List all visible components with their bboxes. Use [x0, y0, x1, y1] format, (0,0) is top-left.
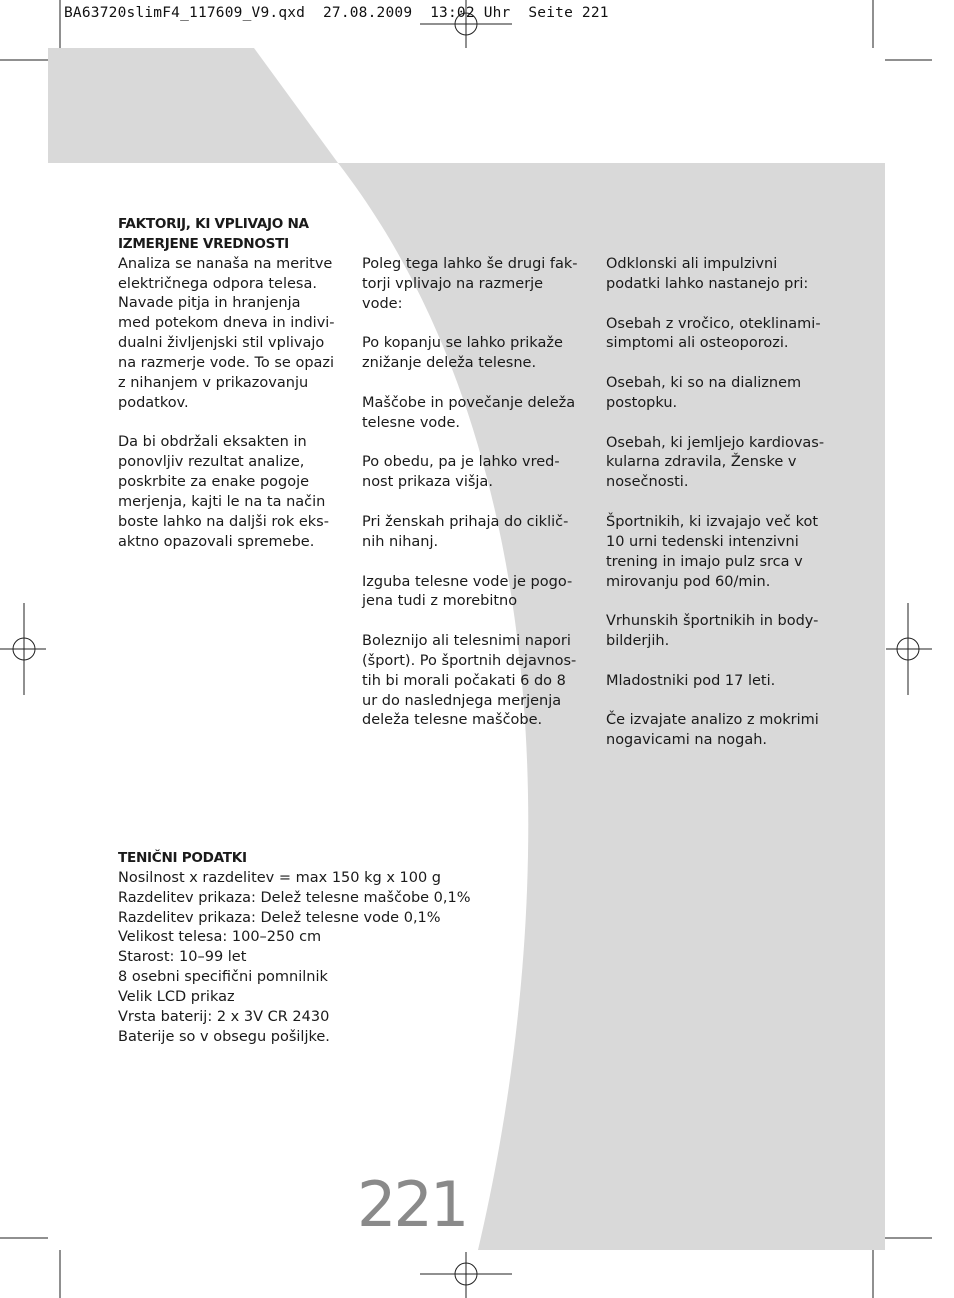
- column-1: [118, 215, 348, 552]
- paragraph: Če izvajate analizo z mokrimi nogavicami na nogah.: [606, 712, 819, 749]
- paragraph: Po kopanju se lahko prikaže znižanje deleža telesne.: [362, 335, 563, 372]
- spec-line: Razdelitev prikaza: Delež telesne vode 0,1%: [118, 909, 441, 926]
- paragraph: Izguba telesne vode je pogo- jena tudi z morebitno: [362, 573, 573, 610]
- section-heading-factors: FAKTORIJ, KI VPLIVAJO NA IZMERJENE VREDNOSTI: [118, 216, 309, 252]
- spec-line: Velikost telesa: 100–250 cm: [118, 929, 322, 946]
- technical-specs: [118, 849, 538, 1047]
- page-number: 221: [357, 1168, 467, 1241]
- section-heading-specs: TENIČNI PODATKI: [118, 850, 247, 866]
- paragraph: Odklonski ali impulzivni podatki lahko nastanejo pri:: [606, 256, 809, 292]
- spec-line: Razdelitev prikaza: Delež telesne maščobe 0,1%: [118, 889, 471, 906]
- paragraph: Maščobe in povečanje deleža telesne vode.: [362, 394, 576, 431]
- paragraph-conditions: Da bi obdržali eksakten in ponovljiv rezultat analize, poskrbite za enake pogoje merjenja, kajti le na ta način boste lahko na daljši rok eks- aktno opazovali spremebe.: [118, 434, 329, 550]
- paragraph: Boleznijo ali telesnimi napori (šport). Po športnih dejavnos- tih bi morali počakati 6 do 8 ur do naslednjega merjenja deleža telesne maščobe.: [362, 633, 577, 729]
- paragraph: Vrhunskih športnikih in body- bilderjih.: [606, 613, 819, 650]
- paragraph: Mladostniki pod 17 leti.: [606, 672, 776, 689]
- spec-line: 8 osebni specifični pomnilnik: [118, 969, 328, 986]
- print-slug-line: BA63720slimF4_117609_V9.qxd 27.08.2009 13:02 Uhr Seite 221: [64, 5, 609, 21]
- paragraph: Osebah, ki so na dializnem postopku.: [606, 375, 802, 411]
- paragraph: Osebah z vročico, oteklinami- simptomi ali osteoporozi.: [606, 315, 821, 352]
- spec-line: Starost: 10–99 let: [118, 949, 247, 966]
- spec-line: Velik LCD prikaz: [118, 988, 235, 1005]
- spec-line: Nosilnost x razdelitev = max 150 kg x 100 g: [118, 869, 442, 886]
- paragraph: Po obedu, pa je lahko vred- nost prikaza višja.: [362, 454, 560, 491]
- column-3: [606, 255, 836, 751]
- paragraph: Športnikih, ki izvajajo več kot 10 urni tedenski intenzivni trening in imajo pulz srca v mirovanju pod 60/min.: [606, 513, 819, 590]
- paragraph: Osebah, ki jemljejo kardiovas- kularna zdravila, Ženske v nosečnosti.: [606, 434, 825, 491]
- paragraph: Pri ženskah prihaja do ciklič- nih nihanj.: [362, 513, 569, 550]
- paragraph: Poleg tega lahko še drugi fak- torji vplivajo na razmerje vode:: [362, 256, 578, 312]
- column-2: [362, 255, 592, 731]
- registration-mark-right: [886, 603, 932, 695]
- spec-line: Vrsta baterij: 2 x 3V CR 2430: [118, 1008, 330, 1025]
- top-gray-band: [48, 48, 338, 163]
- spec-line: Baterije so v obsegu pošiljke.: [118, 1028, 330, 1045]
- paragraph-analysis: Analiza se nanaša na meritve električnega odpora telesa. Navade pitja in hranjenja med potekom dneva in indivi- dualni življenjski stil vplivajo na razmerje vode. To se opazi z nihanjem v prikazovanju podatkov.: [118, 255, 335, 411]
- registration-mark-left: [0, 603, 46, 695]
- registration-mark-bottom: [420, 1252, 512, 1298]
